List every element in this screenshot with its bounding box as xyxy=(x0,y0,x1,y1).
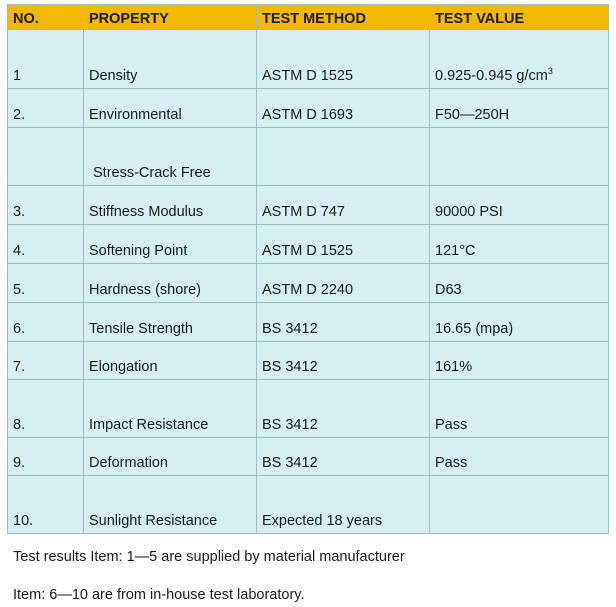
table-row xyxy=(8,476,609,534)
cell-method: ASTM D 1525 xyxy=(257,225,430,264)
table-row xyxy=(8,186,609,225)
cell-value: 16.65 (mpa) xyxy=(430,303,609,342)
cell-value xyxy=(430,476,609,534)
cell-method: BS 3412 xyxy=(257,438,430,476)
cell-value xyxy=(430,128,609,186)
table-row xyxy=(8,438,609,476)
cell-method: ASTM D 747 xyxy=(257,186,430,225)
cell-property: Hardness (shore) xyxy=(84,264,257,303)
cell-property: Deformation xyxy=(84,438,257,476)
table-row xyxy=(8,380,609,438)
cell-value: 90000 PSI xyxy=(430,186,609,225)
cell-no: 7. xyxy=(8,342,84,380)
cell-no: 9. xyxy=(8,438,84,476)
table-row xyxy=(8,128,609,186)
cell-method: BS 3412 xyxy=(257,303,430,342)
header-property: PROPERTY xyxy=(84,5,257,30)
superscript-3: 3 xyxy=(547,66,553,77)
header-no: NO. xyxy=(8,5,84,30)
table-row xyxy=(8,342,609,380)
cell-method xyxy=(257,128,430,186)
table-row xyxy=(8,303,609,342)
cell-method: BS 3412 xyxy=(257,342,430,380)
cell-no: 1 xyxy=(8,30,84,89)
cell-value: Pass xyxy=(430,438,609,476)
cell-no: 4. xyxy=(8,225,84,264)
cell-property: Stiffness Modulus xyxy=(84,186,257,225)
cell-no: 5. xyxy=(8,264,84,303)
table-header-row xyxy=(8,5,609,30)
cell-property: Environmental xyxy=(84,89,257,128)
cell-method: Expected 18 years xyxy=(257,476,430,534)
cell-property: Sunlight Resistance xyxy=(84,476,257,534)
cell-method: ASTM D 1693 xyxy=(257,89,430,128)
header-test-method: TEST METHOD xyxy=(257,5,430,30)
note-in-house-lab: Item: 6—10 are from in-house test laboratory. xyxy=(13,587,305,603)
cell-property: Elongation xyxy=(84,342,257,380)
cell-no: 2. xyxy=(8,89,84,128)
cell-method: BS 3412 xyxy=(257,380,430,438)
table-row xyxy=(8,89,609,128)
cell-method: ASTM D 1525 xyxy=(257,30,430,89)
cell-no: 3. xyxy=(8,186,84,225)
cell-value xyxy=(430,30,609,89)
cell-property: Softening Point xyxy=(84,225,257,264)
cell-no: 6. xyxy=(8,303,84,342)
cell-method: ASTM D 2240 xyxy=(257,264,430,303)
cell-value: Pass xyxy=(430,380,609,438)
note-manufacturer: Test results Item: 1—5 are supplied by material manufacturer xyxy=(13,549,405,565)
table-row xyxy=(8,30,609,89)
cell-no xyxy=(8,128,84,186)
specification-table xyxy=(7,4,609,534)
cell-value: 121°C xyxy=(430,225,609,264)
cell-property: Impact Resistance xyxy=(84,380,257,438)
cell-value: 161% xyxy=(430,342,609,380)
cell-property: Tensile Strength xyxy=(84,303,257,342)
cell-value: D63 xyxy=(430,264,609,303)
cell-value: F50—250H xyxy=(430,89,609,128)
cell-property: Density xyxy=(84,30,257,89)
cell-property: Stress-Crack Free xyxy=(84,128,257,186)
header-test-value: TEST VALUE xyxy=(430,5,609,30)
table-row xyxy=(8,264,609,303)
cell-no: 8. xyxy=(8,380,84,438)
cell-value-text: 0.925-0.945 g/cm xyxy=(435,68,548,84)
cell-no: 10. xyxy=(8,476,84,534)
table-row xyxy=(8,225,609,264)
